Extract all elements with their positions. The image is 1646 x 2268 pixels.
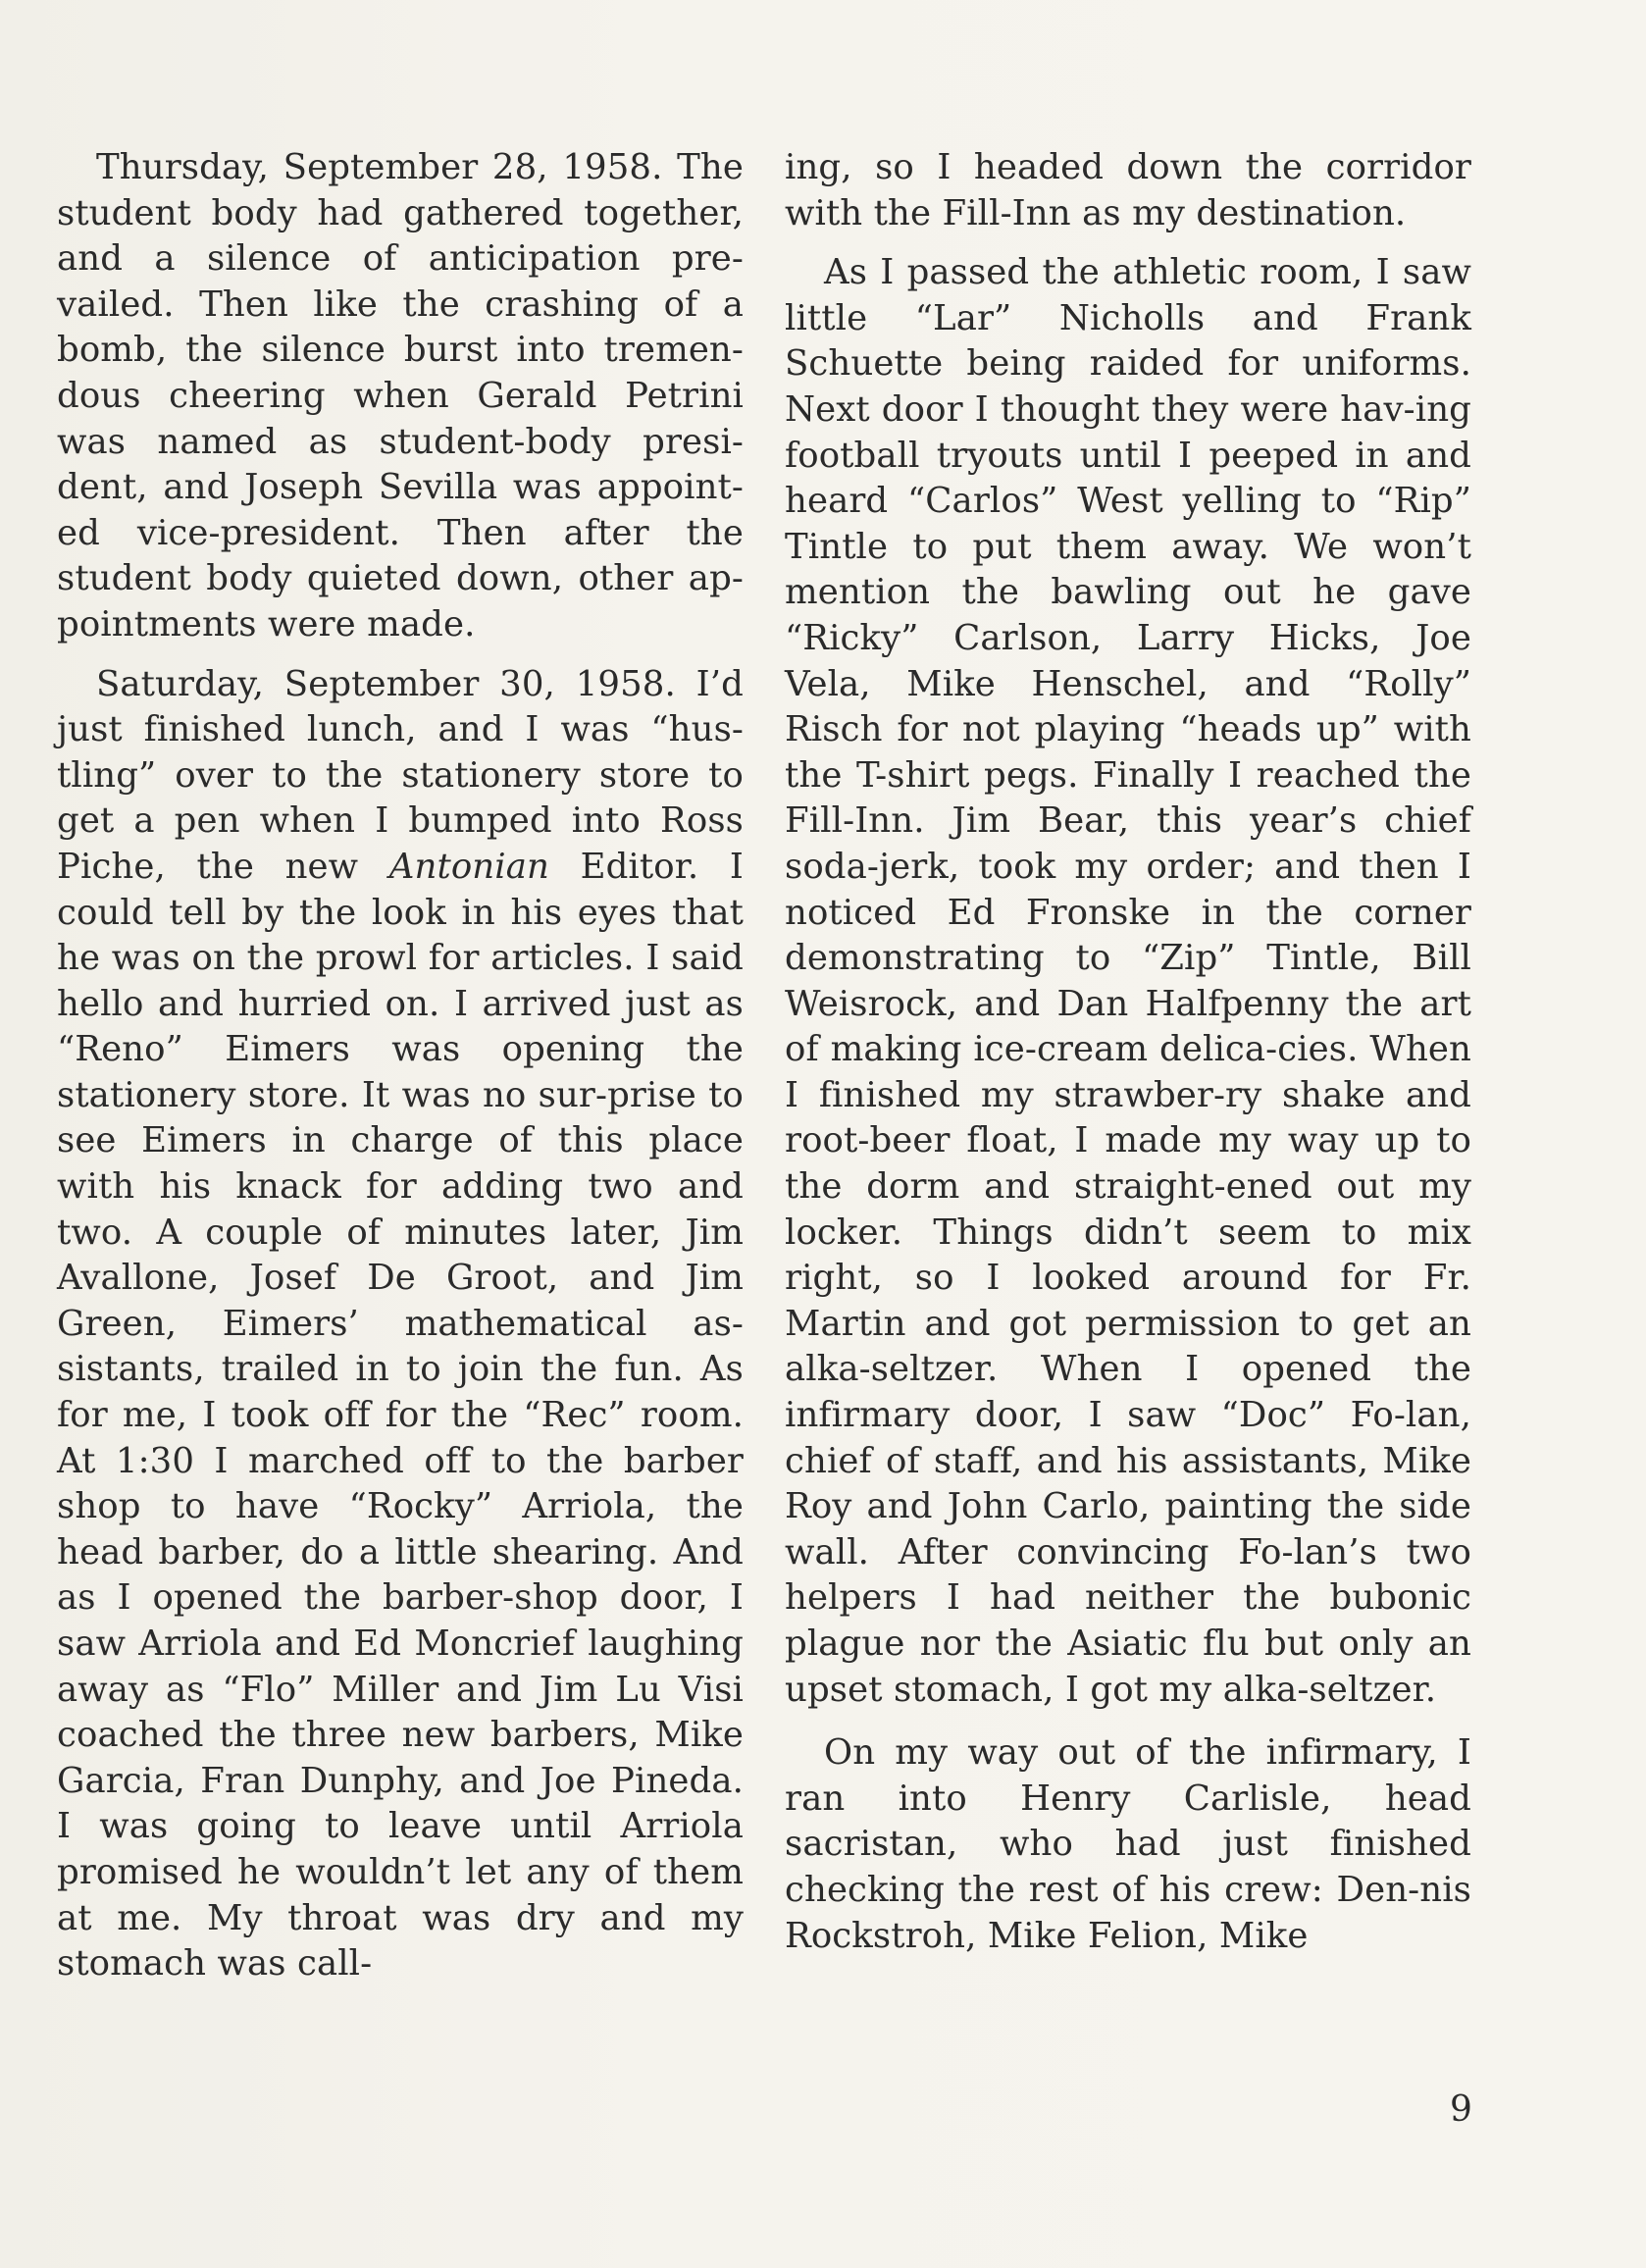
paragraph-thursday: Thursday, September 28, 1958. The student body had gathered together, and a silence of anticipation pre-vailed. Then like the crashing of a bomb, the silence burst into tremen-dous cheering when Gerald Petrini was named as student-body presi-dent, and Joseph Sevilla was appoint-ed vice-president. Then after the student body quieted down, other ap-pointments were made. (57, 147, 744, 644)
paragraph-saturday (57, 662, 744, 1987)
paragraph-infirmary: On my way out of the infirmary, I ran into Henry Carlisle, head sacristan, who had just finished checking the rest of his crew: Den-nis Rockstroh, Mike Felion, Mike (785, 1732, 1471, 1956)
paragraph-athletic-room: As I passed the athletic room, I saw little “Lar” Nicholls and Frank Schuette being raided for uniforms. Next door I thought they were hav-ing football tryouts until I peeped in and heard “Carlos” West yelling to “Rip” Tintle to put them away. We won’t mention the bawling out he gave “Ricky” Carlson, Larry Hicks, Joe Vela, Mike Henschel, and “Rolly” Risch for not playing “heads up” with the T-shirt pegs. Finally I reached the Fill-Inn. Jim Bear, this year’s chief soda-jerk, took my order; and then I noticed Ed Fronske in the corner demonstrating to “Zip” Tintle, Bill Weisrock, and Dan Halfpenny the art of making ice-cream delica-cies. When I finished my strawber-ry shake and root-beer float, I made my way up to the dorm and straight-ened out my locker. Things didn’t seem to mix right, so I looked around for Fr. Martin and got permission to get an alka-seltzer. When I opened the infirmary door, I saw “Doc” Fo-lan, chief of staff, and his assistants, Mike Roy and John Carlo, painting the side wall. After convincing Fo-lan’s two helpers I had neither the bubonic plague nor the Asiatic flu but only an upset stomach, I got my alka-seltzer. (785, 252, 1471, 1710)
publication-name-antonian: Antonian (388, 846, 549, 887)
right-text-column (785, 145, 1471, 1973)
left-text-column (57, 145, 744, 2001)
page-number: 9 (1450, 2089, 1472, 2130)
paragraph-continuation: ing, so I headed down the corridor with the Fill-Inn as my destination. (785, 147, 1471, 233)
paragraph-saturday-text-start: Saturday, September 30, 1958. I’d just finished lunch, and I was “hus-tling” over to the stationery store to get a pen when I bumped into Ross Piche, the new (57, 663, 744, 887)
paragraph-saturday-text-end: Editor. I could tell by the look in his eyes that he was on the prowl for articles. I said hello and hurried on. I arrived just as “Reno” Eimers was opening the stationery store. It was no sur-prise to see Eimers in charge of this place with his knack for adding two and two. A couple of minutes later, Jim Avallone, Josef De Groot, and Jim Green, Eimers’ mathematical as-sistants, trailed in to join the fun. As for me, I took off for the “Rec” room. At 1:30 I marched off to the barber shop to have “Rocky” Arriola, the head barber, do a little shearing. And as I opened the barber-shop door, I saw Arriola and Ed Moncrief laughing away as “Flo” Miller and Jim Lu Visi coached the three new barbers, Mike Garcia, Fran Dunphy, and Joe Pineda. I was going to leave until Arriola promised he wouldn’t let any of them at me. My throat was dry and my stomach was call- (57, 846, 745, 1984)
